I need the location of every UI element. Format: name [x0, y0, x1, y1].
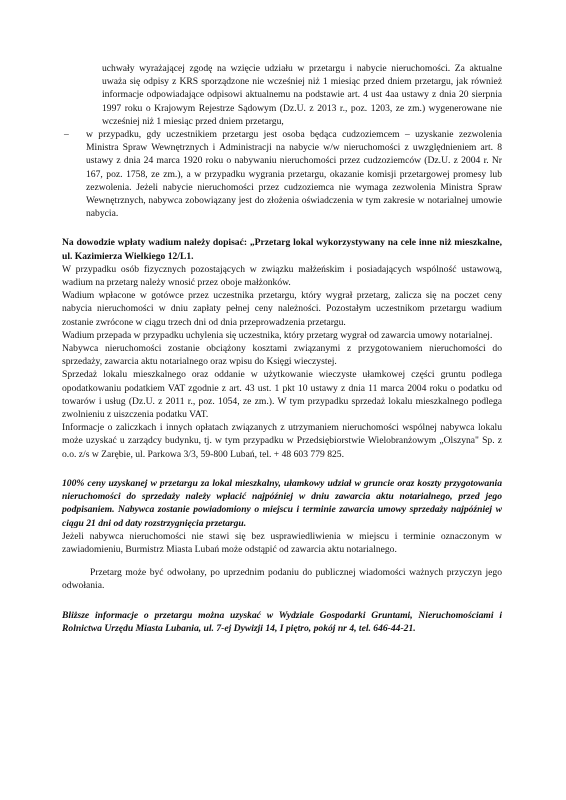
deposit-note: Na dowodzie wpłaty wadium należy dopisać: „Przetarg lokal wykorzystywany na cele inne niż mieszkalne, ul. Kazimierza Wielkiego 12/L1. [62, 237, 502, 262]
list-item-text: w przypadku, gdy uczestnikiem przetargu jest osoba będąca cudzoziemcem – uzyskanie zezwolenia Ministra Spraw Wewnętrznych i Administracji na nabycie w/w nieruchomości z uwzględnieniem art. 8 ustawy z dnia 24 marca 1920 roku o nabywaniu nieruchomości przez cudzoziemców (Dz.U. z 2004 r. Nr 167, poz. 1758, ze zm.), a w przypadku wygrania przetargu, okazanie komisji przetargowej promesy lub zezwolenia. Jeżeli nabycie nieruchomości przez cudzoziemca nie wymaga zezwolenia Ministra Spraw Wewnętrznych, nabywca zobowiązany jest do złożenia oświadczenia w tym zakresie w notarialnej umowie nabycia. [86, 129, 502, 220]
paragraph-noshow: Jeżeli nabywca nieruchomości nie stawi się bez usprawiedliwienia w miejscu i terminie oznaczonym w zawiadomieniu, Burmistrz Miasta Lubań może odstąpić od zawarcia aktu notarialnego. [62, 530, 502, 555]
paragraph-deposit-cash: Wadium wpłacone w gotówce przez uczestnika przetargu, który wygrał przetarg, zalicza się na poczet ceny nabycia nieruchomości w dniu zapłaty pełnej ceny należności. Pozostałym uczestnikom przetargu wadium zostanie zwrócone w ciągu trzech dni od dnia przeprowadzenia przetargu. [62, 290, 502, 328]
paragraph-deposit-forfeit: Wadium przepada w przypadku uchylenia się uczestnika, który przetarg wygrał od zawarcia umowy notarialnej. [62, 329, 493, 341]
document-page [62, 62, 502, 635]
bullet-dash: – [64, 129, 69, 141]
paragraph-info: Informacje o zaliczkach i innych opłatach związanych z utrzymaniem nieruchomości wspólnej nabywca lokalu może uzyskać u zarządcy budynku, tj. w tym przypadku w Przedsiębiorstwie Wielobranżowym „Olszyna" Sp. z o.o. z/s w Zarębie, ul. Parkowa 3/3, 59-800 Lubań, tel. + 48 603 779 825. [62, 422, 502, 460]
paragraph-payment: 100% ceny uzyskanej w przetargu za lokal mieszkalny, ułamkowy udział w gruncie oraz koszty przygotowania nieruchomości do sprzedaży należy wpłacić najpóźniej w dniu zawarcia aktu notarialnego, przed jego podpisaniem. Nabywca zostanie powiadomiony o miejscu i terminie zawarcia umowy sprzedaży najpóźniej w ciągu 21 dni od daty rozstrzygnięcia przetargu. [62, 477, 502, 529]
list-item-foreigner [62, 128, 502, 220]
paragraph-contact: Bliższe informacje o przetargu można uzyskać w Wydziale Gospodarki Gruntami, Nieruchomościami i Rolnictwa Urzędu Miasta Lubania, ul. 7-ej Dywizji 14, I piętro, pokój nr 4, tel. 646-44-21. [62, 609, 502, 634]
paragraph-vat: Sprzedaż lokalu mieszkalnego oraz oddanie w użytkowanie wieczyste ułamkowej części gruntu podlega opodatkowaniu podatkiem VAT zgodnie z art. 43 ust. 1 pkt 10 ustawy z dnia 11 marca 2004 roku o podatku od towarów i usług (Dz.U. z 2011 r., poz. 1054, ze zm.). W tym przypadku sprzedaż lokalu mieszkalnego podlega zwolnieniu z uiszczenia podatku VAT. [62, 369, 502, 421]
paragraph-cancel: Przetarg może być odwołany, po uprzednim podaniu do publicznej wiadomości ważnych przyczyn jego odwołania. [62, 567, 502, 592]
paragraph-costs: Nabywca nieruchomości zostanie obciążony kosztami związanymi z przygotowaniem nieruchomości do sprzedaży, zawarcia aktu notarialnego oraz wpisu do Księgi wieczystej. [62, 343, 502, 368]
paragraph-spouses: W przypadku osób fizycznych pozostających w związku małżeńskim i posiadających wspólność ustawową, wadium na przetarg należy wnosić przez oboje małżonków. [62, 263, 502, 289]
list-continuation: uchwały wyrażającej zgodę na wzięcie udziału w przetargu i nabycie nieruchomości. Za aktualne uważa się odpisy z KRS sporządzone nie wcześniej niż 1 miesiąc przed dniem przetargu, jak również informacje odpowiadające odpisowi aktualnemu na podstawie art. 4 ust 4aa ustawy z dnia 20 sierpnia 1997 roku o Krajowym Rejestrze Sądowym (Dz.U. z 2013 r., poz. 1203, ze zm.) wygenerowane nie wcześniej niż 1 miesiąc przed dniem przetargu, [102, 63, 502, 127]
